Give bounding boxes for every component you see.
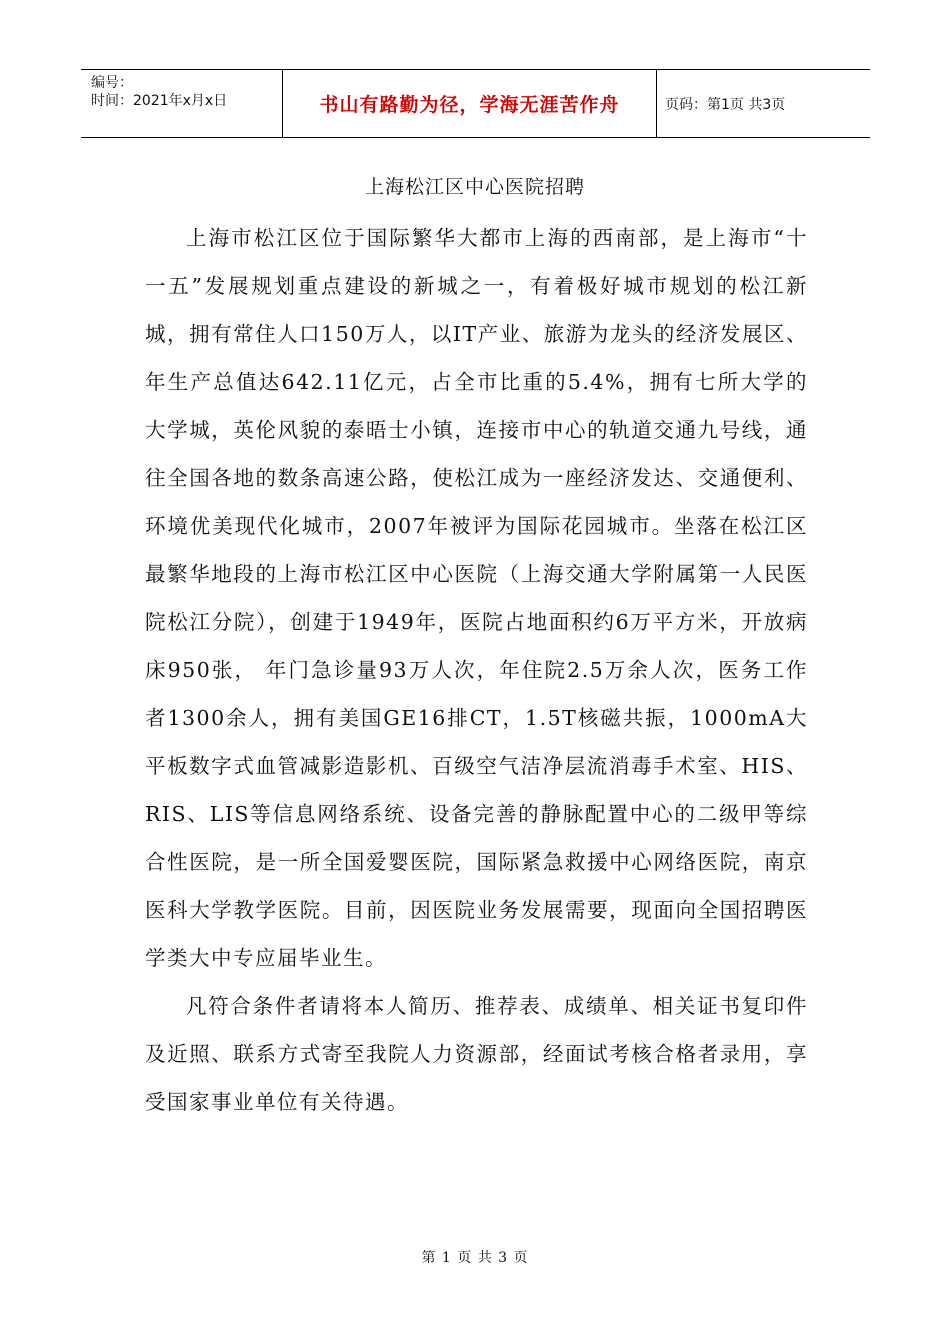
paragraph-application: 凡符合条件者请将本人简历、推荐表、成绩单、相关证书复印件及近照、联系方式寄至我院人力资源部，经面试考核合格者录用，享受国家事业单位有关待遇。 (145, 994, 808, 1114)
document-title: 上海松江区中心医院招聘 (364, 176, 585, 198)
page-info: 页码：第1页 共3页 (665, 96, 786, 113)
header-motto-cell (283, 70, 657, 137)
header-page-cell (657, 70, 870, 137)
time-line: 时间：2021年x月x日 (91, 93, 228, 109)
page-footer: 第 1 页 共 3 页 (421, 1250, 529, 1266)
document-header (81, 69, 870, 138)
motto-text: 书山有路勤为径，学海无涯苦作舟 (319, 94, 620, 116)
paragraph-intro: 上海市松江区位于国际繁华大都市上海的西南部，是上海市“十一五”发展规划重点建设的新城之一，有着极好城市规划的松江新城，拥有常住人口150万人，以IT产业、旅游为龙头的经济发展区、年生产总值达642.11亿元，占全市比重的5.4%，拥有七所大学的大学城，英伦风貌的泰晤士小镇，连接市中心的轨道交通九号线，通往全国各地的数条高速公路，使松江成为一座经济发达、交通便利、环境优美现代化城市，2007年被评为国际花园城市。坐落在松江区最繁华地段的上海市松江区中心医院（上海交通大学附属第一人民医院松江分院），创建于1949年，医院占地面积约6万平方米，开放病床950张， 年门急诊量93万人次，年住院2.5万余人次，医务工作者1300余人，拥有美国GE16排CT，1.5T核磁共振，1000mA大平板数字式血管减影造影机、百级空气洁净层流消毒手术室、HIS、RIS、LIS等信息网络系统、设备完善的静脉配置中心的二级甲等综合性医院，是一所全国爱婴医院，国际紧急救援中心网络医院，南京医科大学教学医院。目前，因医院业务发展需要，现面向全国招聘医学类大中专应届毕业生。 (145, 226, 808, 970)
number-label: 编号： (91, 75, 133, 91)
document-body (145, 214, 808, 1126)
header-meta-cell (81, 70, 283, 137)
